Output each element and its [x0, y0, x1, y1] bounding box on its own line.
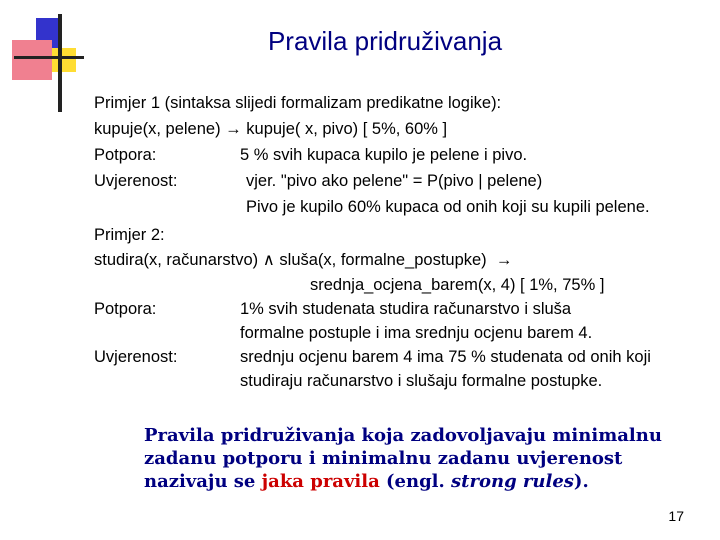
example2-confidence-line1: srednju ocjenu barem 4 ima 75 % studenata od onih koji — [240, 348, 651, 366]
summary-line1: Pravila pridruživanja koja zadovoljavaju minimalnu — [144, 425, 662, 446]
example1-confidence-label: Uvjerenost: — [94, 172, 178, 190]
example1-rule-rhs: kupuje( x, pivo) [ 5%, 60% ] — [246, 120, 448, 138]
implies-arrow-icon: → — [495, 251, 513, 269]
summary-line3-post: ). — [573, 471, 589, 492]
example2-rule-line2: srednja_ocjena_barem(x, 4) [ 1%, 75% ] — [310, 276, 605, 294]
summary-line3 — [144, 470, 684, 493]
page-number: 17 — [668, 508, 684, 524]
example2-rule-part-a: studira(x, računarstvo) — [94, 251, 259, 269]
example1-rule-lhs: kupuje(x, pelene) — [94, 120, 221, 138]
summary-block — [144, 424, 684, 493]
summary-line3-mid: (engl. — [379, 471, 452, 492]
example1-confidence-text2: Pivo je kupilo 60% kupaca od onih koji su kupili pelene. — [246, 198, 650, 216]
example1-rule — [94, 120, 447, 139]
strong-rules-english: strong rules — [451, 471, 574, 492]
example2-support-label: Potpora: — [94, 300, 157, 318]
example1-support-text: 5 % svih kupaca kupilo je pelene i pivo. — [240, 146, 528, 164]
example2-support-line2: formalne postuple i ima srednju ocjenu barem 4. — [240, 324, 593, 342]
example1-support-label: Potpora: — [94, 146, 157, 164]
example1-confidence-text: vjer. "pivo ako pelene" = P(pivo | pelene) — [246, 172, 543, 190]
example2-rule-part-b: sluša(x, formalne_postupke) — [279, 251, 487, 269]
logical-and-icon: ∧ — [262, 251, 275, 269]
example1-heading: Primjer 1 (sintaksa slijedi formalizam predikatne logike): — [94, 94, 502, 112]
example2-confidence-line2: studiraju računarstvo i slušaju formalne postupke. — [240, 372, 603, 390]
example2-confidence-label: Uvjerenost: — [94, 348, 178, 366]
slide-title: Pravila pridruživanja — [267, 26, 503, 56]
implies-arrow-icon: → — [225, 120, 242, 138]
summary-line3-pre: nazivaju se — [144, 471, 262, 492]
summary-line2: zadanu potporu i minimalnu zadanu uvjerenost — [144, 448, 623, 469]
example2-heading: Primjer 2: — [94, 226, 165, 244]
strong-rules-highlight: jaka pravila — [261, 471, 380, 492]
example2-rule-line1 — [94, 250, 512, 270]
example2-support-line1: 1% svih studenata studira računarstvo i sluša — [240, 300, 572, 318]
